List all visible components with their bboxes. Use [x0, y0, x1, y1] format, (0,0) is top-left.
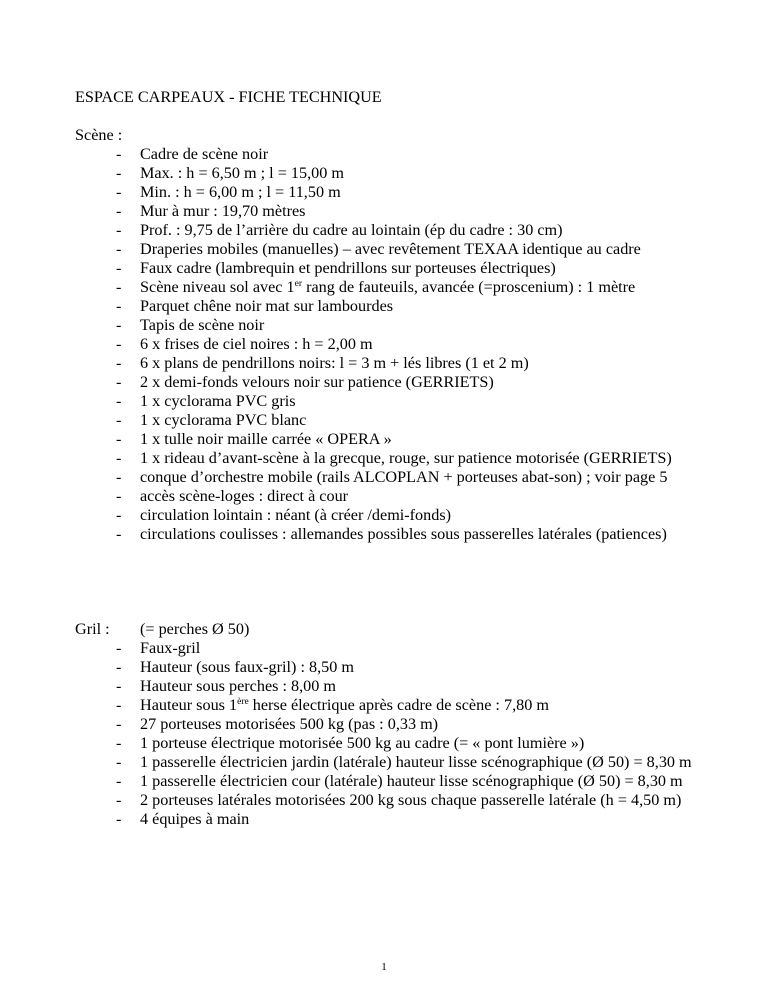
document-title: ESPACE CARPEAUX - FICHE TECHNIQUE: [75, 88, 382, 106]
list-item: - Hauteur (sous faux-gril) : 8,50 m: [116, 658, 354, 676]
list-item: - Hauteur sous perches : 8,00 m: [116, 677, 337, 695]
list-item: - 27 porteuses motorisées 500 kg (pas : 0,33 m): [116, 715, 439, 733]
list-item: - circulations coulisses : allemandes possibles sous passerelles latérales (patiences): [116, 525, 667, 543]
list-item: - 1 passerelle électricien jardin (latérale) hauteur lisse scénographique (Ø 50) = 8,30 m: [116, 753, 692, 771]
list-item: - Cadre de scène noir: [116, 145, 269, 163]
gril-list: [75, 639, 715, 829]
list-item: - 1 x rideau d’avant-scène à la grecque, rouge, sur patience motorisée (GERRIETS): [116, 449, 672, 467]
list-item: - conque d’orchestre mobile (rails ALCOPLAN + porteuses abat-son) ; voir page 5: [116, 468, 668, 486]
page-number: 1: [381, 961, 387, 973]
list-item: - Draperies mobiles (manuelles) – avec revêtement TEXAA identique au cadre: [116, 240, 641, 258]
list-item: - Tapis de scène noir: [116, 316, 265, 334]
list-item: - 2 x demi-fonds velours noir sur patience (GERRIETS): [116, 373, 494, 391]
list-item: - Hauteur sous 1ère herse électrique après cadre de scène : 7,80 m: [116, 696, 549, 714]
list-item: - 2 porteuses latérales motorisées 200 kg sous chaque passerelle latérale (h = 4,50 m): [116, 791, 682, 809]
list-item: - Faux cadre (lambrequin et pendrillons sur porteuses électriques): [116, 259, 556, 277]
list-item: - 4 équipes à main: [116, 810, 250, 828]
list-item: - Parquet chêne noir mat sur lambourdes: [116, 297, 394, 315]
list-item: - 6 x frises de ciel noires : h = 2,00 m: [116, 335, 373, 353]
list-item: - Faux-gril: [116, 639, 201, 657]
list-item: - Scène niveau sol avec 1er rang de fauteuils, avancée (=proscenium) : 1 mètre: [116, 278, 636, 296]
list-item: - Min. : h = 6,00 m ; l = 11,50 m: [116, 183, 341, 201]
gril-label: Gril :: [75, 620, 110, 638]
list-item: - Mur à mur : 19,70 mètres: [116, 202, 306, 220]
list-item: - 1 passerelle électricien cour (latérale) hauteur lisse scénographique (Ø 50) = 8,30 m: [116, 772, 683, 790]
list-item: - circulation lointain : néant (à créer /demi-fonds): [116, 506, 452, 524]
scene-label: Scène :: [75, 126, 123, 144]
gril-section: [75, 620, 715, 829]
scene-list: [75, 145, 715, 544]
gril-note: (= perches Ø 50): [140, 620, 250, 638]
list-item: - Max. : h = 6,50 m ; l = 15,00 m: [116, 164, 344, 182]
list-item: - accès scène-loges : direct à cour: [116, 487, 349, 505]
list-item: - 6 x plans de pendrillons noirs: l = 3 m + lés libres (1 et 2 m): [116, 354, 529, 372]
gril-header: [75, 620, 715, 639]
scene-section: [75, 126, 715, 544]
list-item: - 1 x tulle noir maille carrée « OPERA »: [116, 430, 392, 448]
list-item: - Prof. : 9,75 de l’arrière du cadre au lointain (ép du cadre : 30 cm): [116, 221, 563, 239]
list-item: - 1 x cyclorama PVC blanc: [116, 411, 307, 429]
list-item: - 1 x cyclorama PVC gris: [116, 392, 296, 410]
list-item: - 1 porteuse électrique motorisée 500 kg au cadre (= « pont lumière »): [116, 734, 585, 752]
